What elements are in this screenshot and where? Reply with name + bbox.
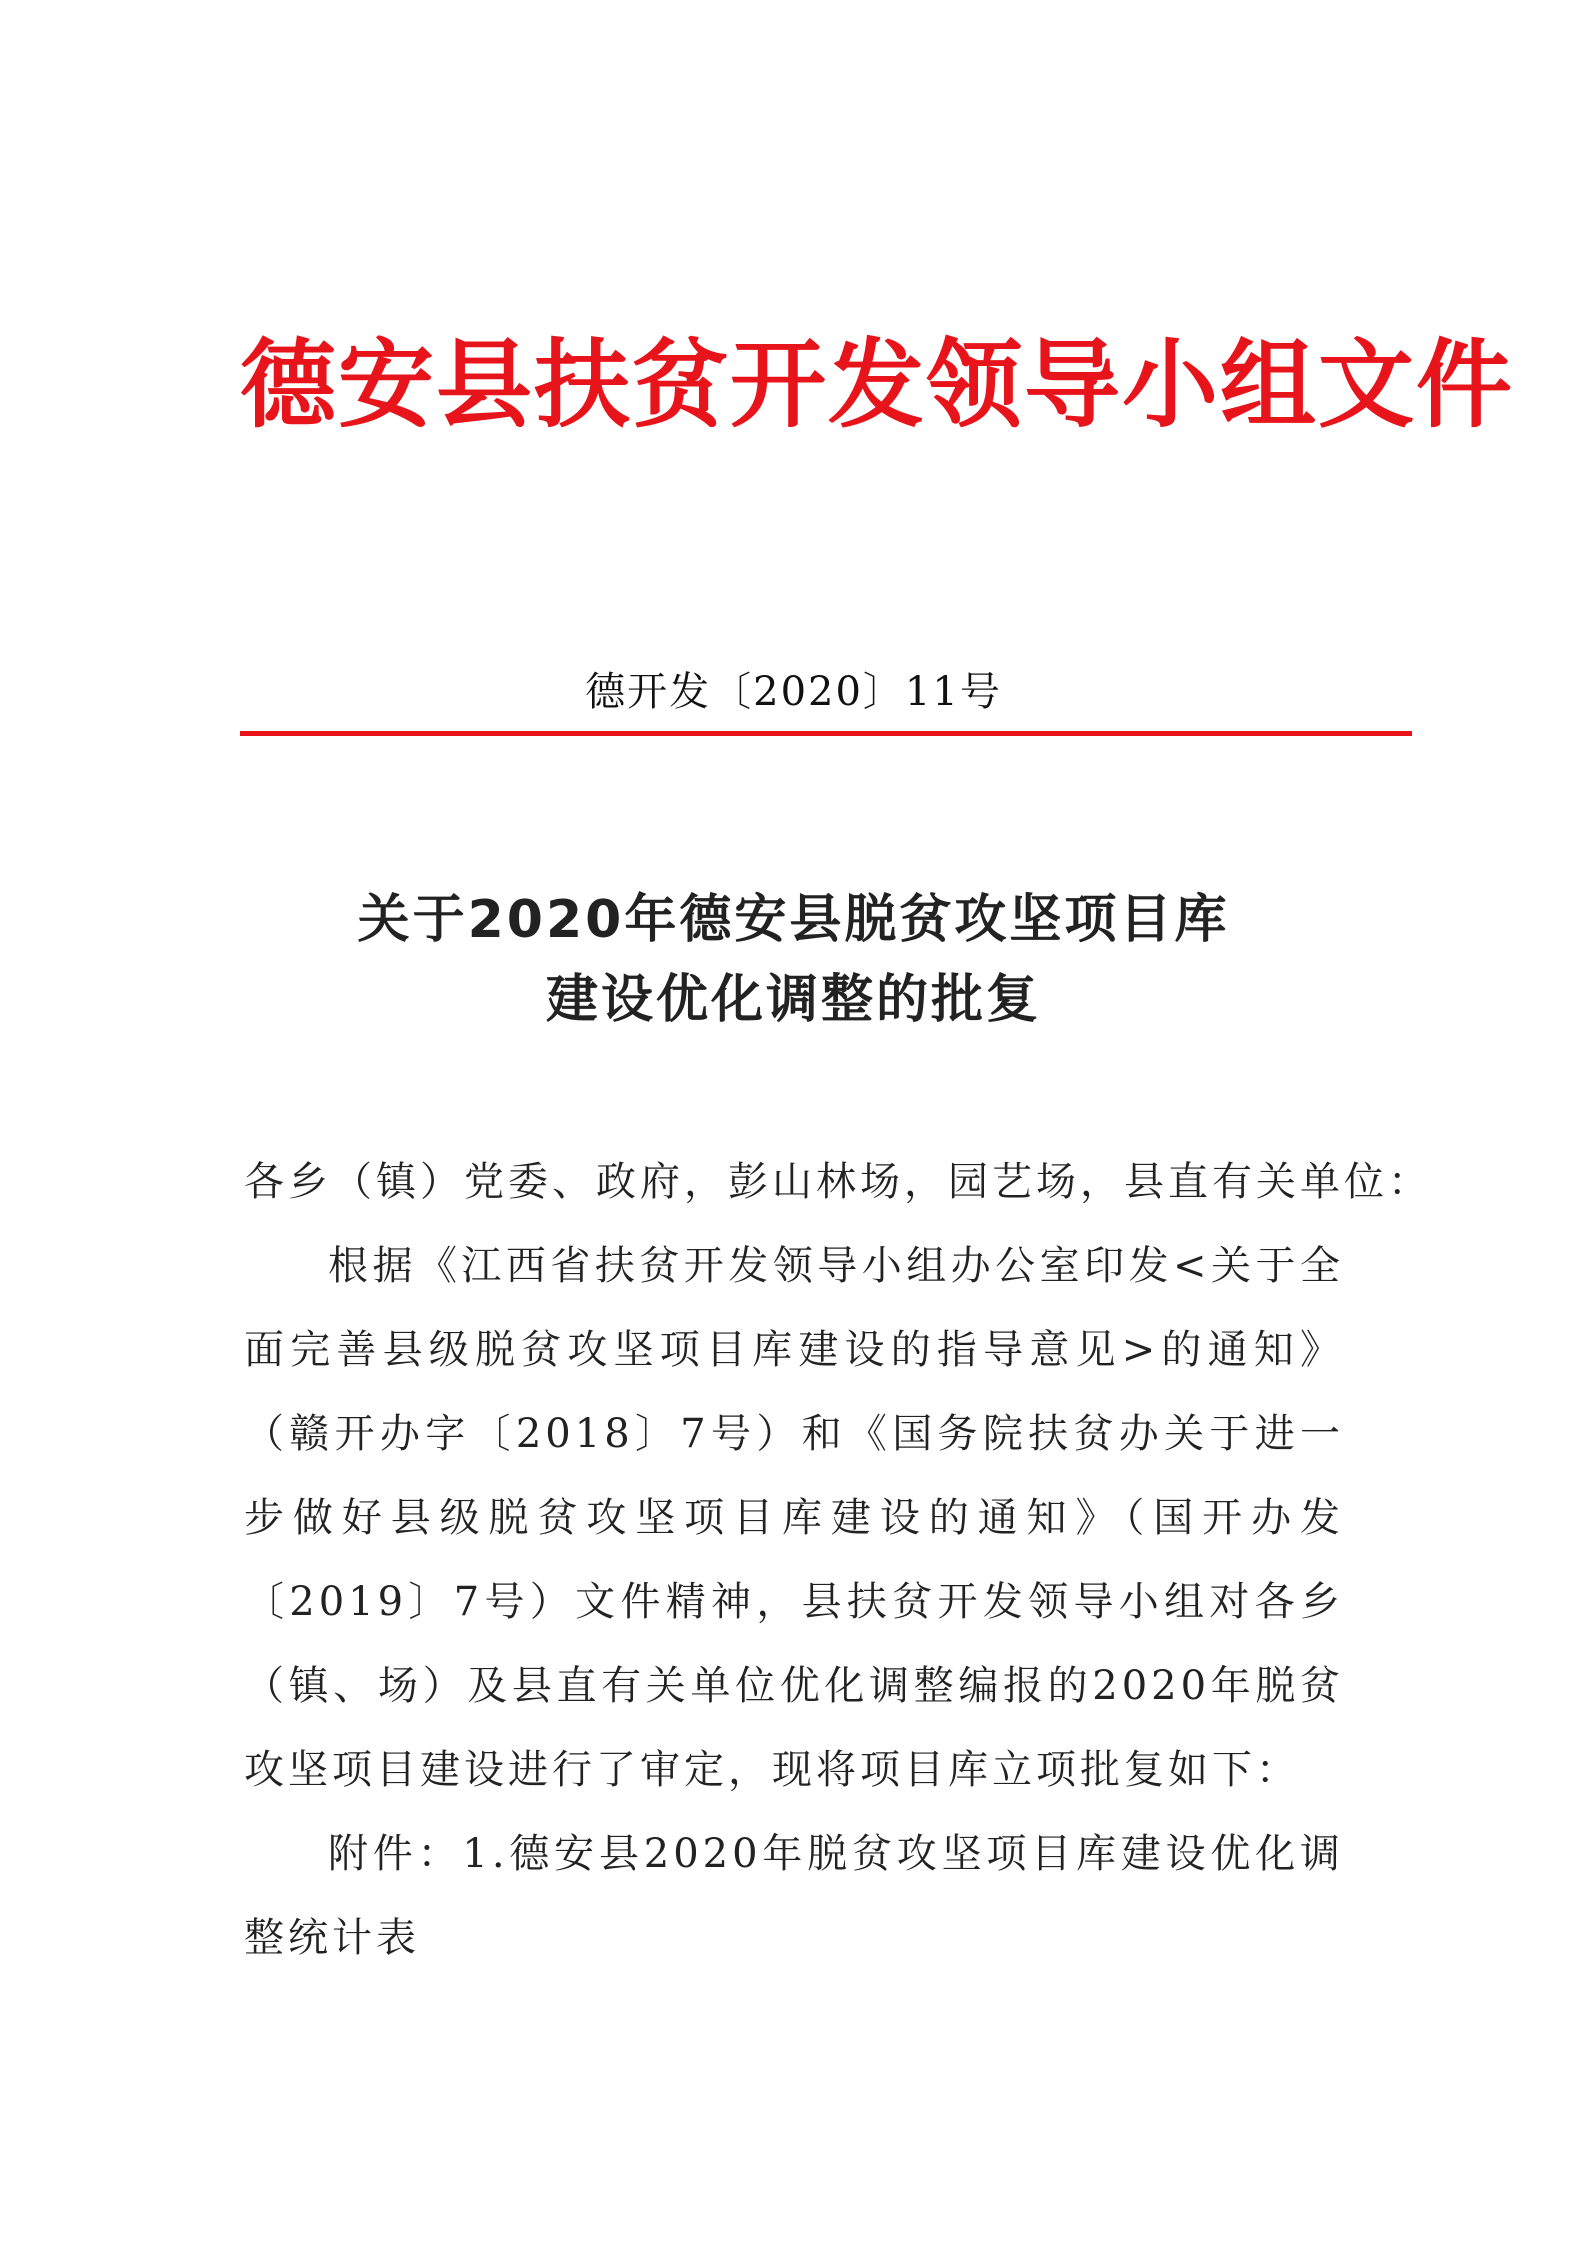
document-number: 德开发〔2020〕11号 (585, 669, 1002, 715)
title-line-1: 关于2020年德安县脱贫攻坚项目库 (357, 890, 1230, 950)
document-body (244, 1140, 1432, 1980)
document-title (0, 880, 1587, 1040)
salutation: 各乡（镇）党委、政府，彭山林场，园艺场，县直有关单位： (244, 1159, 1432, 1205)
body-paragraph: 根据《江西省扶贫开发领导小组办公室印发<关于全面完善县级脱贫攻坚项目库建设的指导意见>的通知》（赣开办字〔2018〕7号）和《国务院扶贫办关于进一步做好县级脱贫攻坚项目库建设的通知》（国开办发〔2019〕7号）文件精神，县扶贫开发领导小组对各乡（镇、场）及县直有关单位优化调整编报的2020年脱贫攻坚项目建设进行了审定，现将项目库立项批复如下： (244, 1243, 1344, 1793)
title-line-2: 建设优化调整的批复 (545, 970, 1041, 1030)
red-divider-line (240, 731, 1412, 736)
attachment-line: 附件：1.德安县2020年脱贫攻坚项目库建设优化调整统计表 (244, 1831, 1344, 1961)
masthead-title: 德安县扶贫开发领导小组文件 (240, 328, 1514, 441)
